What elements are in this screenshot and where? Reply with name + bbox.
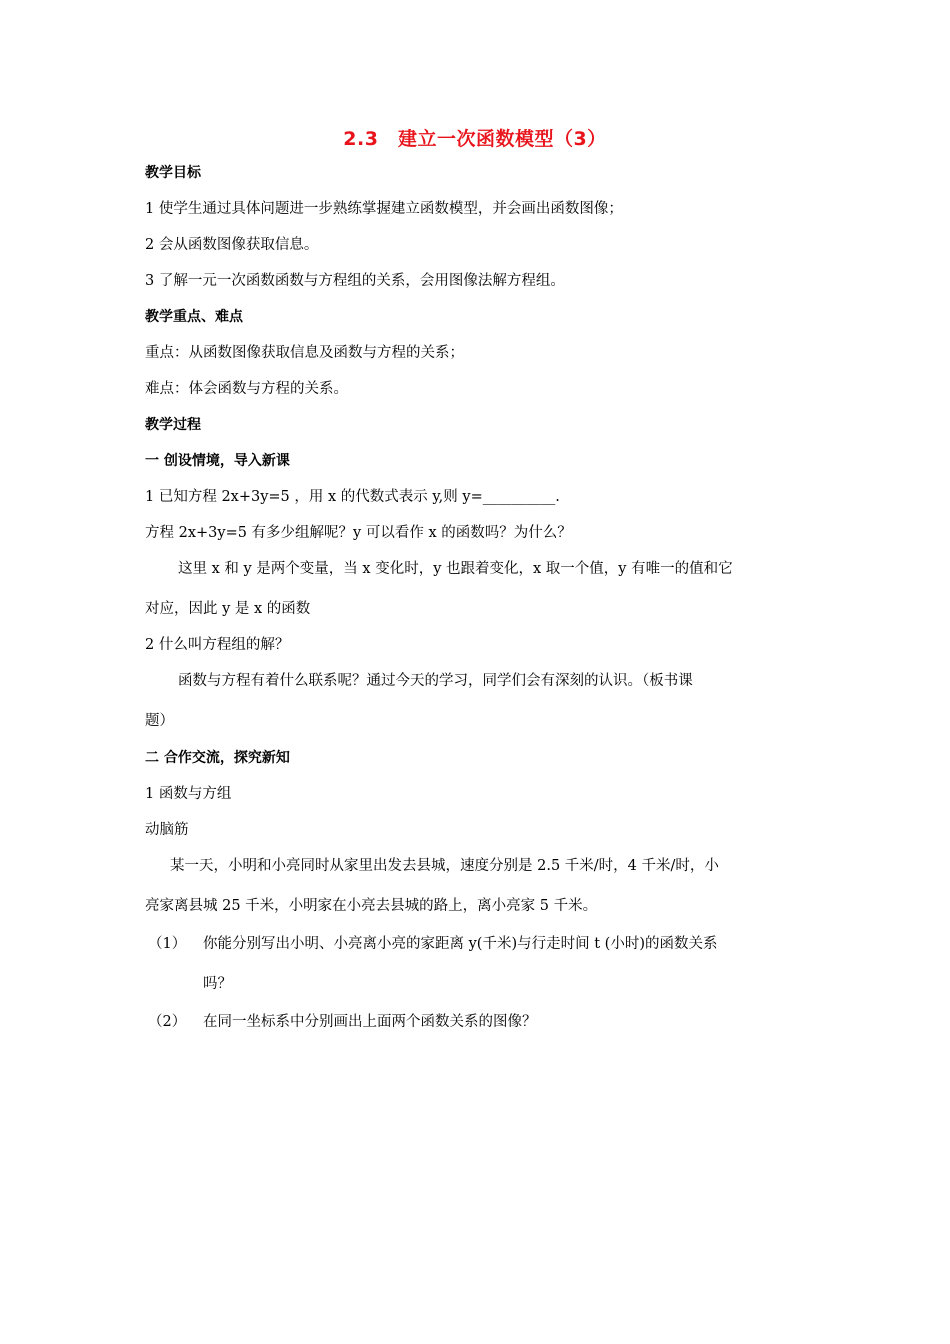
part1-heading: 一 创设情境，导入新课 (145, 453, 290, 469)
question-2-number: （2） (148, 1014, 187, 1030)
part1-paragraph-2a: 函数与方程有着什么联系呢？通过今天的学习，同学们会有深刻的认识。（板书课 (178, 673, 693, 689)
focus-item-2: 难点：体会函数与方程的关系。 (145, 381, 348, 397)
part2-subheading: 1 函数与方组 (145, 786, 232, 802)
page-title: 2.3 建立一次函数模型（3） (343, 128, 607, 150)
focus-heading: 教学重点、难点 (145, 309, 243, 325)
process-heading: 教学过程 (145, 417, 201, 433)
part2-heading: 二 合作交流，探究新知 (145, 750, 290, 766)
part2-paragraph-1b: 亮家离县城 25 千米，小明家在小亮去县城的路上，离小亮家 5 千米。 (145, 898, 598, 914)
part1-paragraph-2b: 题） (145, 713, 174, 729)
part1-question-1: 1 已知方程 2x+3y=5 ，用 x 的代数式表示 y,则 y=__________. (145, 489, 560, 505)
part2-brain-label: 动脑筋 (145, 822, 189, 838)
question-1-number: （1） (148, 936, 187, 952)
question-1-text-b: 吗？ (203, 976, 232, 992)
objective-item-3: 3 了解一元一次函数函数与方程组的关系，会用图像法解方程组。 (145, 273, 565, 289)
part1-paragraph-1b: 对应，因此 y 是 x 的函数 (145, 601, 311, 617)
question-1-text-a: 你能分别写出小明、小亮离小亮的家距离 y(千米)与行走时间 t (小时)的函数关系 (203, 936, 718, 952)
objective-item-1: 1 使学生通过具体问题进一步熟练掌握建立函数模型，并会画出函数图像； (145, 201, 623, 217)
part1-question-2: 2 什么叫方程组的解？ (145, 637, 290, 653)
objectives-heading: 教学目标 (145, 165, 201, 181)
part1-question-1b: 方程 2x+3y=5 有多少组解呢？y 可以看作 x 的函数吗？为什么？ (145, 525, 572, 541)
part2-paragraph-1a: 某一天，小明和小亮同时从家里出发去县城，速度分别是 2.5 千米/时，4 千米/时，小 (170, 858, 719, 874)
objective-item-2: 2 会从函数图像获取信息。 (145, 237, 319, 253)
focus-item-1: 重点：从函数图像获取信息及函数与方程的关系； (145, 345, 464, 361)
part1-paragraph-1a: 这里 x 和 y 是两个变量，当 x 变化时，y 也跟着变化，x 取一个值，y 有唯一的值和它 (178, 561, 733, 577)
question-2-text: 在同一坐标系中分别画出上面两个函数关系的图像？ (203, 1014, 537, 1030)
